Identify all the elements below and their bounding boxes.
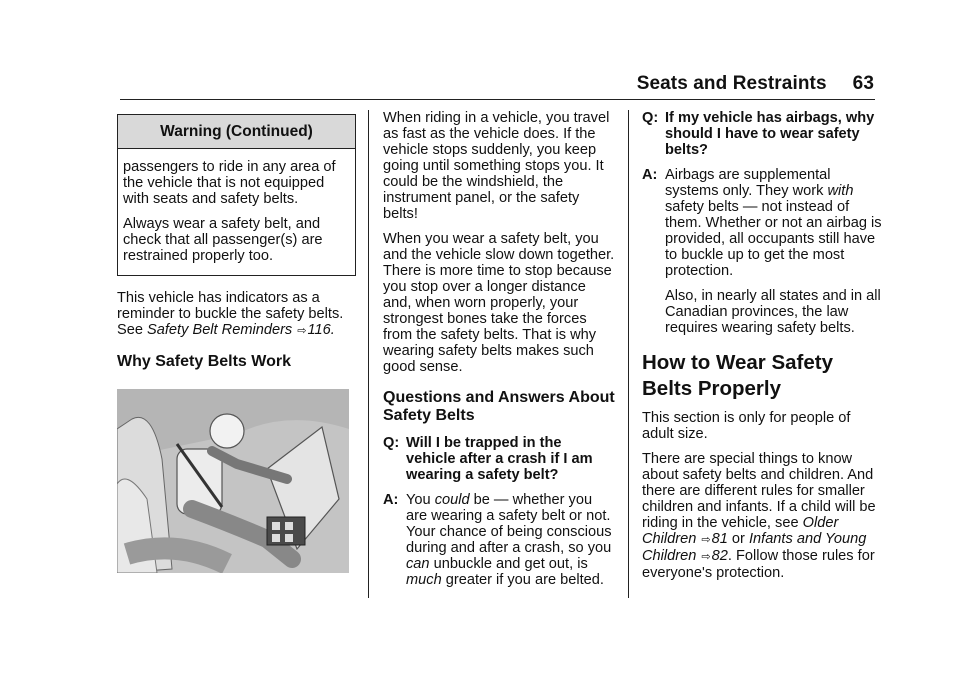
page-ref-arrow-icon: ⇨ — [701, 551, 711, 563]
column-divider-2 — [628, 110, 629, 598]
warning-body — [118, 149, 355, 275]
warning-box — [117, 114, 356, 276]
answer-2 — [642, 167, 882, 279]
header-rule — [120, 99, 875, 100]
question-2 — [642, 110, 882, 158]
column-2 — [383, 110, 615, 597]
page-ref-arrow-icon: ⇨ — [701, 534, 711, 546]
questions-answers-heading: Questions and Answers About Safety Belts — [383, 389, 615, 424]
answer-text-part: Airbags are supplemental systems only. They work — [665, 167, 831, 199]
answer-2-continued: Also, in nearly all states and in all Canadian provinces, the law requires wearing safety belts. — [665, 288, 881, 336]
answer-text — [406, 492, 615, 588]
answer-1 — [383, 492, 615, 588]
answer-emphasis-could: could — [434, 492, 470, 508]
infants-young-children-link[interactable]: Infants and Young Children — [642, 531, 867, 564]
page-number: 63 — [852, 73, 874, 94]
answer-text-part: unbuckle and get out, is — [429, 556, 588, 572]
answer-text-part: safety belts — not instead of them. Whether or not an airbag is provided, all occupants still have to buckle up to get the most protection. — [665, 199, 882, 279]
answer-emphasis-can: can — [406, 556, 430, 572]
why-safety-belts-heading: Why Safety Belts Work — [117, 353, 291, 370]
page-header — [637, 73, 874, 95]
indicator-period: . — [330, 322, 335, 338]
crash-test-dummy-illustration — [117, 389, 349, 573]
children-text: There are special things to know about safety belts and children. And there are different rules for smaller children and infants. If a child will be riding in the vehicle, see — [642, 451, 876, 531]
column-3 — [642, 110, 882, 590]
page-ref-81[interactable]: 81 — [711, 531, 728, 547]
question-text: If my vehicle has airbags, why should I have to wear safety belts? — [665, 110, 875, 158]
answer-text-part: greater if you are belted. — [441, 572, 604, 588]
crash-illustration-svg — [117, 389, 349, 573]
indicator-text: This vehicle has indicators as a reminder to buckle the safety belts. See — [117, 290, 344, 338]
question-label: Q: — [383, 435, 400, 451]
warning-paragraph-2: Always wear a safety belt, and check that all passenger(s) are restrained properly too. — [123, 216, 323, 264]
children-paragraph — [642, 451, 882, 581]
answer-text-part: You — [406, 492, 435, 508]
answer-text — [665, 167, 882, 279]
indicator-paragraph — [117, 290, 357, 339]
warning-title: Warning (Continued) — [118, 115, 355, 149]
older-children-link[interactable]: Older Children — [642, 515, 839, 547]
safety-belt-reminders-link[interactable]: Safety Belt Reminders — [147, 322, 293, 338]
question-text: Will I be trapped in the vehicle after a crash if I am wearing a safety belt? — [406, 435, 593, 483]
slow-down-paragraph: When you wear a safety belt, you and the vehicle slow down together. There is more time to stop because you stop over a longer distance and, when worn properly, your strongest bones take the forces from the safety belts. That is why wearing safety belts makes such good sense. — [383, 231, 615, 375]
question-label: Q: — [642, 110, 659, 126]
answer-emphasis-with: with — [827, 183, 854, 199]
or-text: or — [727, 531, 749, 547]
answer-text-part: be — whether you are wearing a safety belt or not. Your chance of being conscious during and after a crash, so you — [406, 492, 612, 556]
column-divider-1 — [368, 110, 369, 598]
column-1 — [117, 110, 357, 573]
riding-paragraph: When riding in a vehicle, you travel as fast as the vehicle does. If the vehicle stops suddenly, you keep going until something stops you. It could be the windshield, the instrument panel, or the safety belts! — [383, 110, 610, 222]
question-1 — [383, 435, 615, 483]
page-ref-82[interactable]: 82 — [711, 548, 728, 564]
adult-size-paragraph: This section is only for people of adult size. — [642, 410, 851, 442]
answer-emphasis-much: much — [406, 572, 442, 588]
page-ref-arrow-icon: ⇨ — [297, 325, 307, 337]
children-text-end: . Follow those rules for everyone's protection. — [642, 548, 875, 581]
how-to-wear-heading: How to Wear Safety Belts Properly — [642, 351, 833, 400]
warning-paragraph-1: passengers to ride in any area of the vehicle that is not equipped with seats and safety belts. — [123, 159, 336, 207]
section-title: Seats and Restraints — [636, 73, 827, 94]
answer-label: A: — [383, 492, 399, 508]
answer-label: A: — [642, 167, 658, 183]
page-ref-116[interactable]: 116 — [307, 322, 331, 338]
